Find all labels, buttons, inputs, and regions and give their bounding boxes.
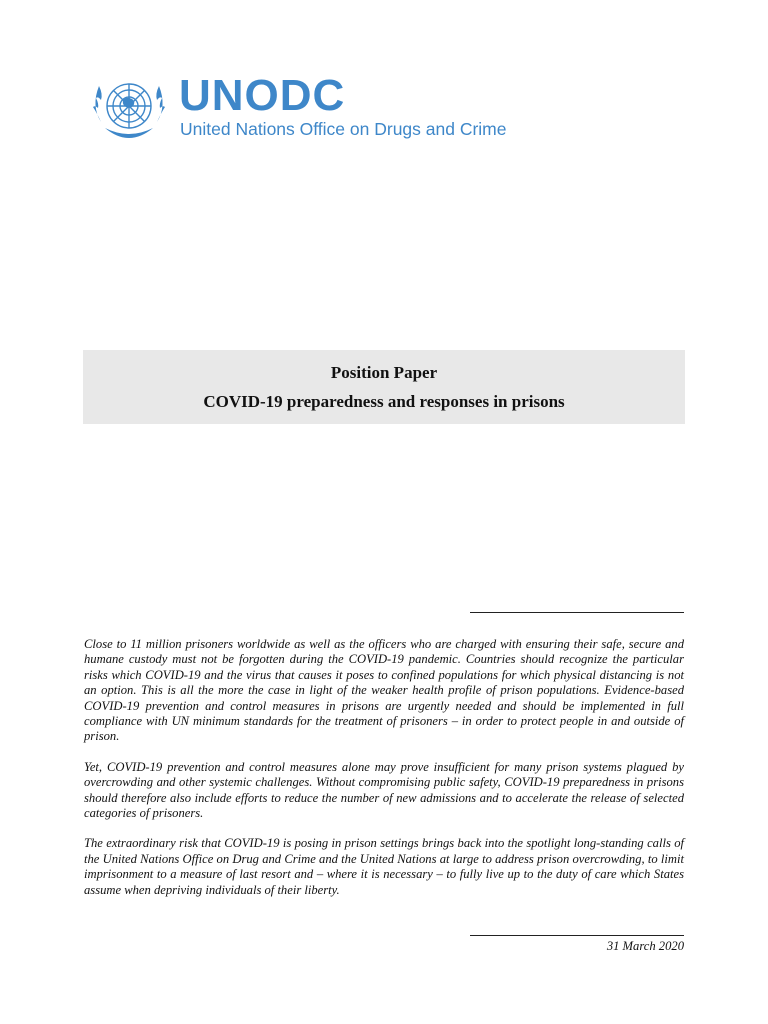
- org-acronym: UNODC: [179, 71, 346, 120]
- separator-line: [470, 935, 684, 936]
- title-box: [83, 350, 685, 424]
- unodc-logo: [87, 72, 507, 142]
- body-text: [84, 637, 684, 913]
- un-emblem-icon: [87, 72, 171, 142]
- paragraph: Close to 11 million prisoners worldwide as well as the officers who are charged with ensuring their safe, secure and humane custody must not be forgotten during the COVID-19 pandemic. Countries should recognize the particular risks which COVID-19 and the virus that causes it poses to confined populations for which physical distancing is not an option. This is all the more the case in light of the weaker health profile of prison populations. Evidence-based COVID-19 prevention and control measures in prisons are urgently needed and should be implemented in full compliance with UN minimum standards for the treatment of prisoners – in order to protect people in and outside of prison.: [84, 637, 684, 744]
- paragraph: Yet, COVID-19 prevention and control measures alone may prove insufficient for many prison systems plagued by overcrowding and other systemic challenges. Without compromising public safety, COVID-19 preparedness in prisons should therefore also include efforts to reduce the number of new admissions and to accelerate the release of selected categories of prisoners.: [84, 759, 684, 821]
- org-full-name: United Nations Office on Drugs and Crime: [180, 119, 507, 139]
- document-type: Position Paper: [330, 363, 438, 382]
- separator-line: [470, 612, 684, 613]
- paragraph: The extraordinary risk that COVID-19 is posing in prison settings brings back into the spotlight long-standing calls of the United Nations Office on Drug and Crime and the United Nations at large to address prison overcrowding, to limit imprisonment to a measure of last resort and – where it is necessary – to fully live up to the duty of care which States assume when depriving individuals of their liberty.: [84, 836, 684, 897]
- document-title: COVID-19 preparedness and responses in prisons: [203, 392, 565, 411]
- document-date: 31 March 2020: [606, 939, 684, 953]
